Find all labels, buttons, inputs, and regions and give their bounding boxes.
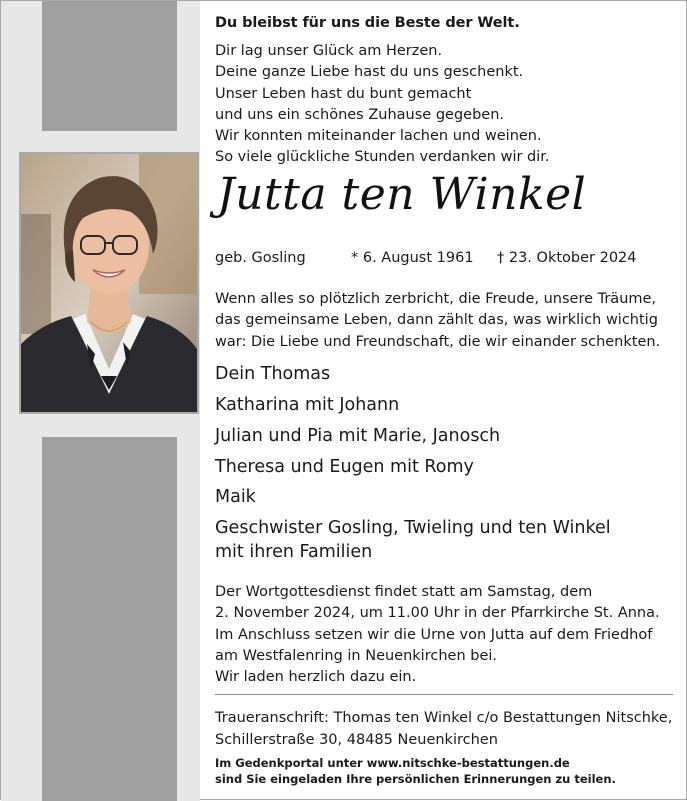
poem-line: Dir lag unser Glück am Herzen. [215,43,443,59]
quote-line: Wenn alles so plötzlich zerbricht, die Freude, unsere Träume, [215,291,657,307]
birth-date: * 6. August 1961 [351,250,474,266]
poem [215,41,550,169]
service-line: 2. November 2024, um 11.00 Uhr in der Pfarrkirche St. Anna. [215,605,660,622]
service-line: am Westfalenring in Neuenkirchen bei. [215,647,497,664]
service-line: Wir laden herzlich dazu ein. [215,669,417,686]
quote [215,289,660,353]
service-line: Der Wortgottesdienst findet statt am Samstag, dem [215,584,593,600]
cross-lower-beam [42,437,177,801]
poem-line: Unser Leben hast du bunt gemacht [215,85,472,102]
service-line: Im Anschluss setzen wir die Urne von Jutta auf dem Friedhof [215,626,653,643]
cross-upper-beam [42,1,177,131]
poem-line: Wir konnten miteinander lachen und weinen. [215,128,542,145]
life-dates [215,250,675,272]
mourning-address [215,707,672,751]
poem-line: So viele glückliche Stunden verdanken wir dir. [215,149,550,166]
mourner-line: Katharina mit Johann [215,395,400,415]
poem-line: Deine ganze Liebe hast du uns geschenkt. [215,64,524,81]
poem-line: und uns ein schönes Zuhause gegeben. [215,106,504,123]
divider [215,694,673,695]
mourner-line: Dein Thomas [215,364,331,384]
mourner-line: Theresa und Eugen mit Romy [215,457,474,477]
portal-line: Im Gedenkportal unter www.nitschke-bestattungen.de [215,756,570,770]
heading: Du bleibst für uns die Beste der Welt. [215,15,520,31]
maiden-name: geb. Gosling [215,250,306,266]
service-info [215,582,660,688]
mourner-line: Maik [215,487,256,507]
mourner-line: Julian und Pia mit Marie, Janosch [215,426,501,446]
mourner-line: Geschwister Gosling, Twieling und ten Winkel [215,518,611,538]
deceased-name: Jutta ten Winkel [217,169,587,220]
mourner-line: mit ihren Familien [215,542,373,562]
address-line: Schillerstraße 30, 48485 Neuenkirchen [215,732,498,748]
portrait-photo [19,152,199,414]
portal-line: sind Sie eingeladen Ihre persönlichen Erinnerungen zu teilen. [215,771,616,786]
address-line: Traueranschrift: Thomas ten Winkel c/o Bestattungen Nitschke, [215,710,673,726]
death-date: † 23. Oktober 2024 [497,250,637,266]
quote-line: war: Die Liebe und Freundschaft, die wir einander schenkten. [215,333,661,350]
quote-line: das gemeinsame Leben, dann zählt das, was wirklich wichtig [215,312,658,329]
memorial-portal-note [215,756,616,787]
